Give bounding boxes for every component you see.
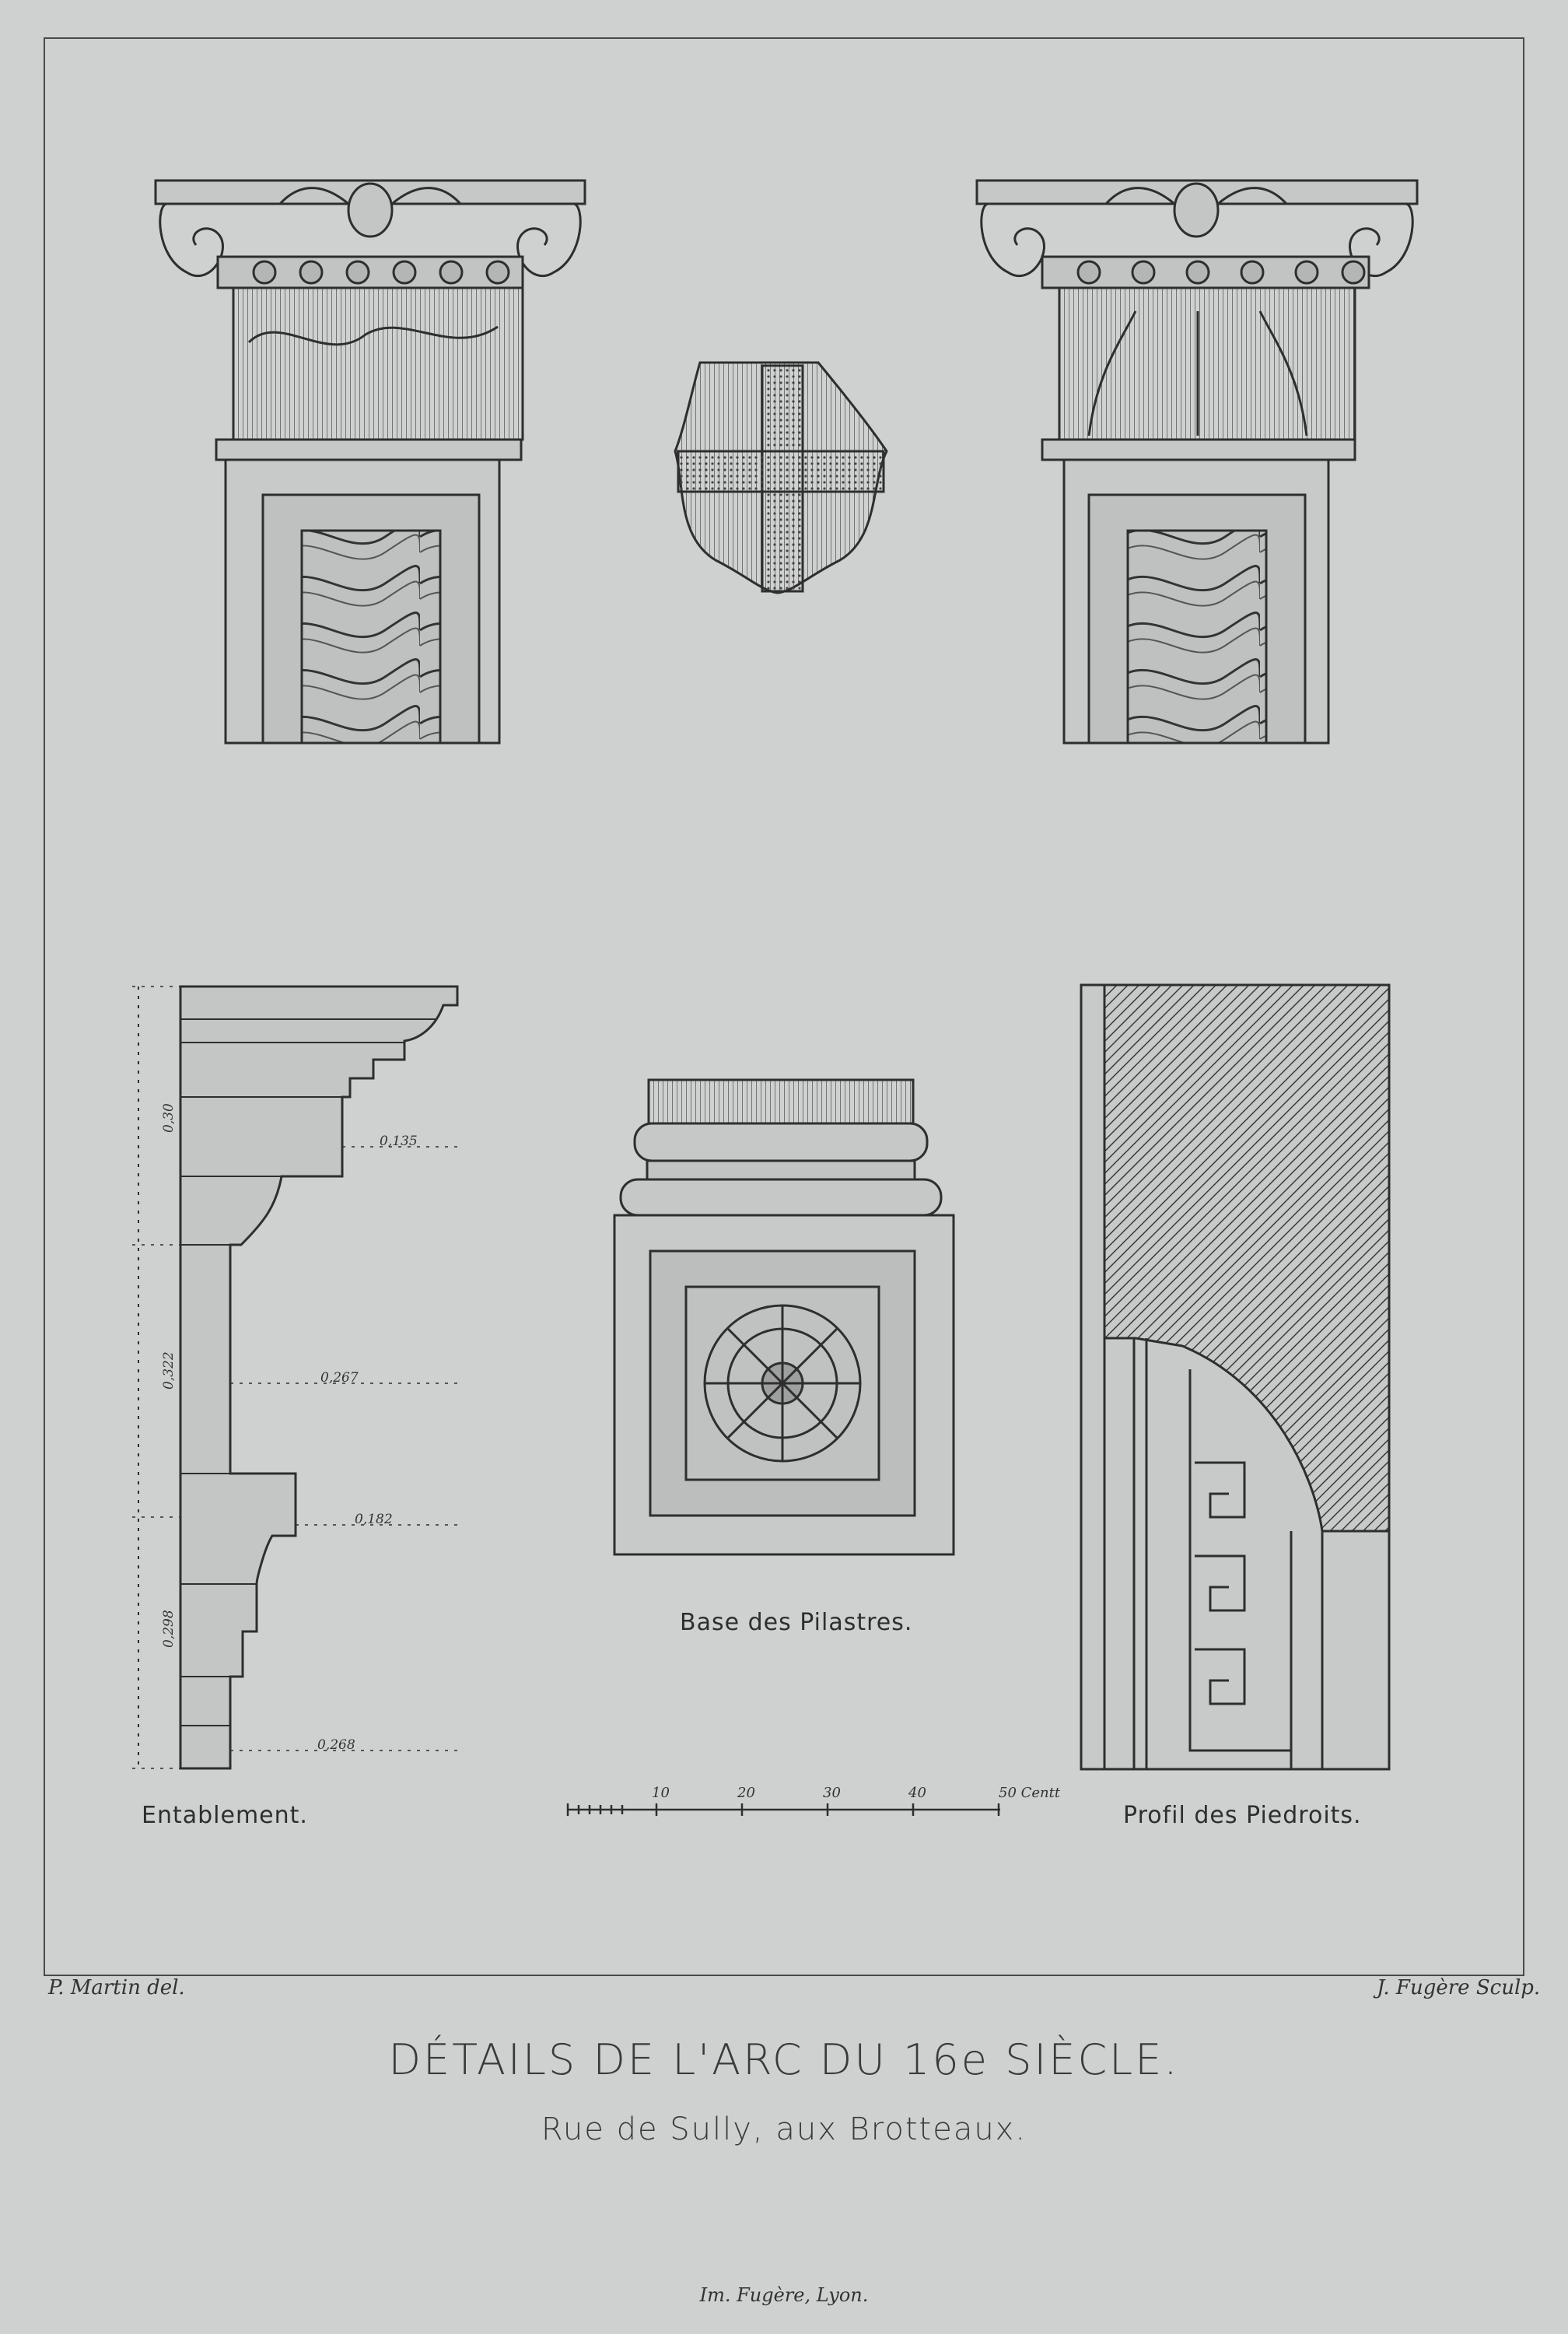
scale-tick-label: 40 bbox=[908, 1785, 926, 1801]
dim-label: 0,298 bbox=[161, 1610, 177, 1648]
plate-title: DÉTAILS DE L'ARC DU 16e SIÈCLE. bbox=[388, 2035, 1180, 2084]
scale-tick-label: 10 bbox=[652, 1785, 670, 1801]
dim-label: 0,135 bbox=[380, 1134, 418, 1149]
scale-bar-labels bbox=[652, 1785, 1061, 1801]
pier-profile bbox=[1081, 985, 1389, 1769]
profil-caption: Profil des Piedroits. bbox=[1123, 1802, 1362, 1829]
engraver-credit: J. Fugère Sculp. bbox=[1377, 1976, 1541, 1999]
printer-credit: Im. Fugère, Lyon. bbox=[699, 2284, 869, 2306]
dim-label: 0,182 bbox=[355, 1512, 393, 1527]
dim-label: 0,267 bbox=[320, 1370, 359, 1386]
plate-subtitle: Rue de Sully, aux Brotteaux. bbox=[541, 2111, 1027, 2147]
right-capital-pilaster bbox=[977, 180, 1417, 743]
scale-tick-label: 50 Centt bbox=[999, 1785, 1061, 1801]
base-caption: Base des Pilastres. bbox=[680, 1609, 913, 1636]
left-capital-pilaster bbox=[156, 180, 585, 743]
pilaster-base bbox=[614, 1080, 954, 1554]
draftsman-credit: P. Martin del. bbox=[48, 1976, 185, 1999]
coat-of-arms bbox=[675, 363, 887, 593]
dim-label: 0,268 bbox=[317, 1737, 355, 1753]
scale-tick-label: 20 bbox=[737, 1785, 755, 1801]
dim-label: 0,30 bbox=[161, 1103, 177, 1133]
scale-bar bbox=[568, 1803, 1000, 1816]
scale-tick-label: 30 bbox=[823, 1785, 841, 1801]
entablement-profile bbox=[132, 987, 459, 1768]
dim-label: 0,322 bbox=[161, 1351, 177, 1390]
entablement-caption: Entablement. bbox=[142, 1802, 308, 1829]
